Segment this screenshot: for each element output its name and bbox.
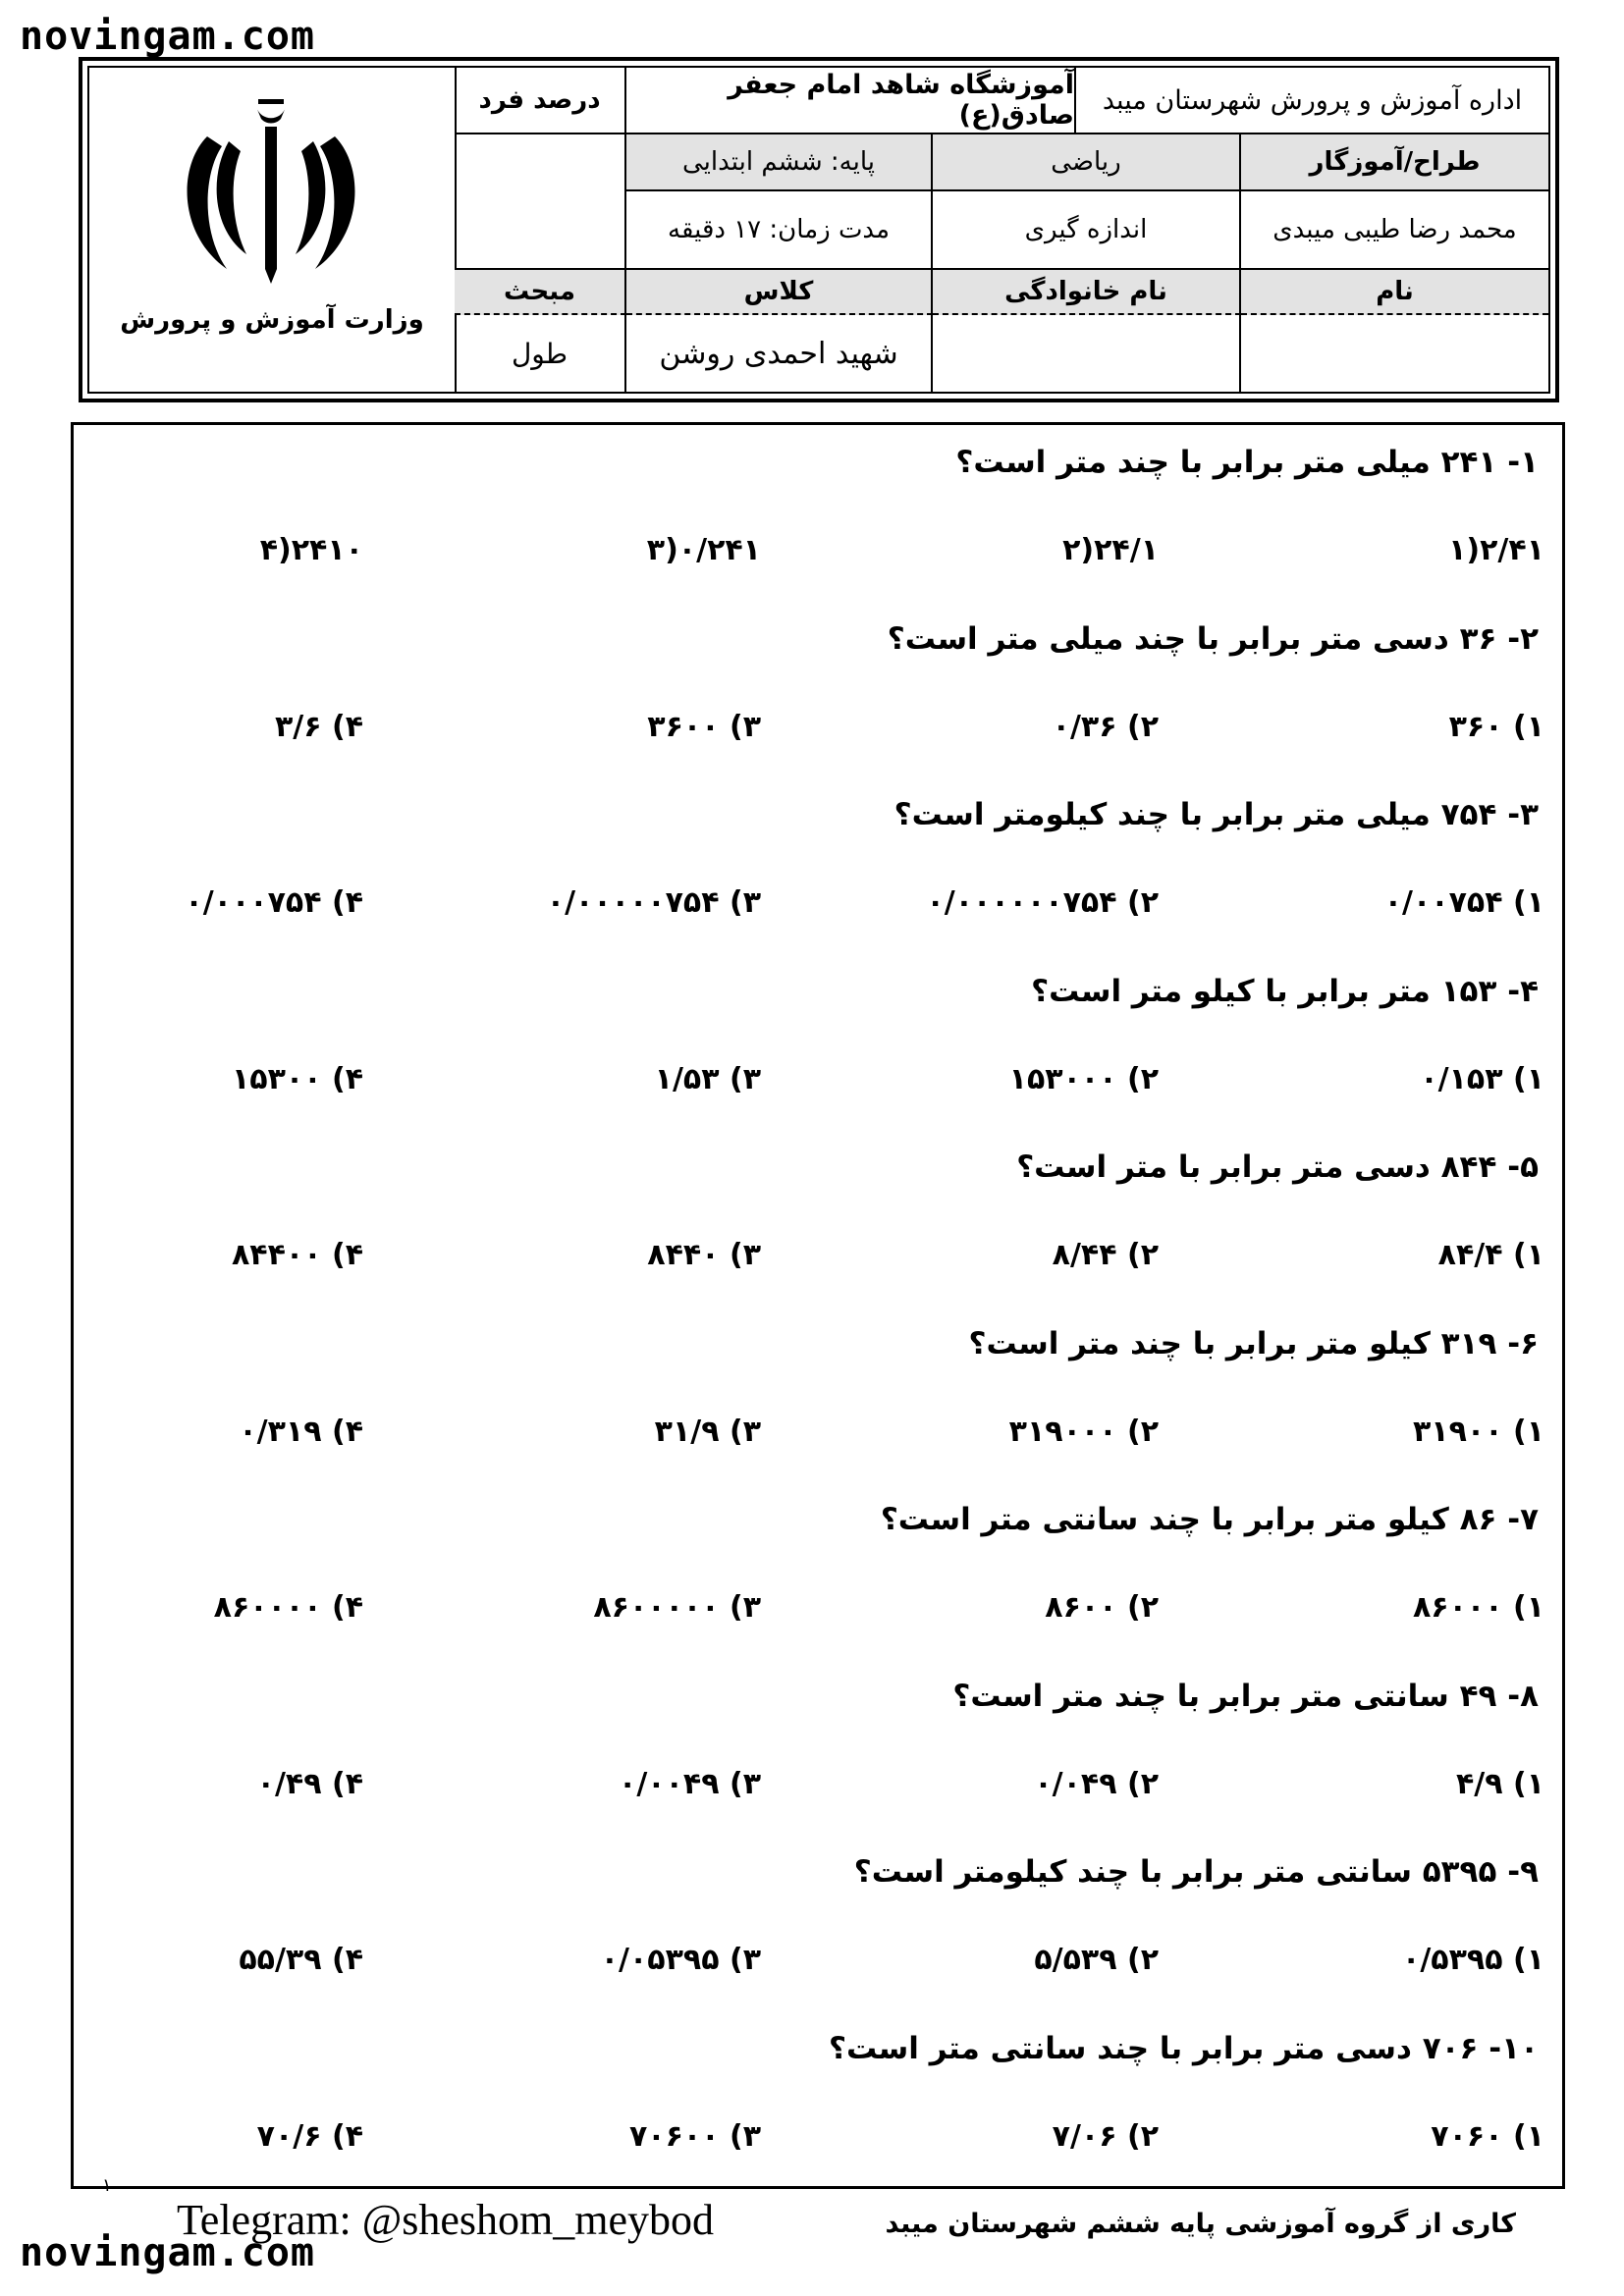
question-4-option-2[interactable]: ۲) ۱۵۳۰۰۰ [1008, 1061, 1159, 1096]
designer-name: محمد رضا طیبی میبدی [1241, 191, 1548, 270]
name-input[interactable] [1241, 315, 1548, 392]
question-6-option-2[interactable]: ۲) ۳۱۹۰۰۰ [1008, 1414, 1159, 1449]
section-value: طول [455, 315, 626, 392]
question-6-option-4[interactable]: ۴) ۰/۳۱۹ [239, 1414, 363, 1449]
question-1-option-1[interactable]: ۲/۴۱(۱ [1448, 533, 1544, 567]
question-4-option-4[interactable]: ۴) ۱۵۳۰۰ [231, 1061, 363, 1096]
telegram-footer: Telegram: @sheshom_meybod [177, 2196, 714, 2244]
question-7-option-3[interactable]: ۳) ۸۶۰۰۰۰۰ [593, 1590, 761, 1625]
question-6-option-3[interactable]: ۳) ۳۱/۹ [654, 1414, 761, 1449]
family-label: نام خانوادگی [933, 270, 1241, 315]
question-5: ۵- ۸۴۴ دسی متر برابر با متر است؟ [1016, 1149, 1539, 1185]
question-4-option-1[interactable]: ۱) ۰/۱۵۳ [1420, 1061, 1544, 1096]
question-8-option-1[interactable]: ۱) ۴/۹ [1455, 1766, 1544, 1801]
question-5-option-3[interactable]: ۳) ۸۴۴۰ [647, 1238, 761, 1272]
page-number: ۱ [102, 2175, 112, 2196]
school-name: آموزشگاه شاهد امام جعفر صادق(ع) [626, 68, 1076, 134]
class-value: شهید احمدی روشن [626, 315, 933, 392]
question-10: ۱۰- ۷۰۶ دسی متر برابر با چند سانتی متر است؟ [829, 2030, 1539, 2066]
exam-header [79, 57, 1559, 402]
question-3-option-4[interactable]: ۴) ۰/۰۰۰۷۵۴ [185, 885, 363, 920]
question-9-option-2[interactable]: ۲) ۵/۵۳۹ [1034, 1943, 1159, 1977]
question-9-option-4[interactable]: ۴) ۵۵/۳۹ [239, 1943, 363, 1977]
question-2-option-1[interactable]: ۱) ۳۶۰ [1448, 709, 1544, 744]
question-8: ۸- ۴۹ سانتی متر برابر با چند متر است؟ [952, 1678, 1539, 1714]
question-6: ۶- ۳۱۹ کیلو متر برابر با چند متر است؟ [968, 1325, 1539, 1362]
question-5-option-4[interactable]: ۴) ۸۴۴۰۰ [231, 1238, 363, 1272]
question-8-option-3[interactable]: ۳) ۰/۰۰۴۹ [619, 1766, 761, 1801]
question-2-option-2[interactable]: ۲) ۰/۳۶ [1052, 709, 1159, 744]
question-9-option-3[interactable]: ۳) ۰/۰۵۳۹۵ [600, 1943, 761, 1977]
grade: پایه: ششم ابتدایی [626, 134, 933, 191]
watermark-top: novingam.com [20, 14, 315, 59]
question-1: ۱- ۲۴۱ میلی متر برابر با چند متر است؟ [955, 445, 1539, 480]
percent-label: درصد فرد [455, 68, 626, 134]
question-10-option-2[interactable]: ۲) ۷/۰۶ [1052, 2118, 1159, 2154]
ministry-label: وزارت آموزش و پرورش [120, 305, 424, 335]
question-7: ۷- ۸۶ کیلو متر برابر با چند سانتی متر است؟ [880, 1502, 1539, 1537]
topic: اندازه گیری [933, 191, 1241, 270]
family-input[interactable] [933, 315, 1241, 392]
question-7-option-1[interactable]: ۱) ۸۶۰۰۰ [1412, 1590, 1544, 1625]
questions-box [71, 422, 1565, 2189]
question-6-option-1[interactable]: ۱) ۳۱۹۰۰ [1412, 1414, 1544, 1449]
watermark-bottom: novingam.com [20, 2230, 315, 2275]
question-5-option-1[interactable]: ۱) ۸۴/۴ [1437, 1238, 1544, 1272]
question-5-option-2[interactable]: ۲) ۸/۴۴ [1052, 1238, 1159, 1272]
question-1-option-2[interactable]: ۲۴/۱(۲ [1062, 533, 1159, 567]
name-label: نام [1241, 270, 1548, 315]
section-label: مبحث [455, 270, 626, 315]
question-9-option-1[interactable]: ۱) ۰/۵۳۹۵ [1402, 1943, 1544, 1977]
question-7-option-4[interactable]: ۴) ۸۶۰۰۰۰ [213, 1590, 363, 1625]
question-3-option-2[interactable]: ۲) ۰/۰۰۰۰۰۰۷۵۴ [926, 885, 1159, 920]
question-10-option-3[interactable]: ۳) ۷۰۶۰۰ [628, 2118, 761, 2154]
question-2-option-3[interactable]: ۳) ۳۶۰۰ [647, 709, 761, 744]
question-2-option-4[interactable]: ۴) ۳/۶ [274, 709, 363, 744]
question-4: ۴- ۱۵۳ متر برابر با کیلو متر است؟ [1031, 973, 1539, 1009]
question-3: ۳- ۷۵۴ میلی متر برابر با چند کیلومتر است؟ [893, 797, 1539, 832]
iran-emblem-icon [168, 97, 374, 294]
question-8-option-4[interactable]: ۴) ۰/۴۹ [256, 1766, 363, 1801]
question-9: ۹- ۵۳۹۵ سانتی متر برابر با چند کیلومتر است؟ [853, 1854, 1539, 1890]
class-label: کلاس [626, 270, 933, 315]
question-10-option-4[interactable]: ۴) ۷۰/۶ [256, 2118, 363, 2154]
duration: مدت زمان: ۱۷ دقیقه [626, 191, 933, 270]
emblem-area [89, 68, 457, 392]
question-1-option-4[interactable]: ۲۴۱۰(۴ [259, 533, 363, 567]
office-name: اداره آموزش و پرورش شهرستان میبد [1076, 68, 1548, 134]
subject: ریاضی [933, 134, 1241, 191]
designer-label: طراح/آموزگار [1241, 134, 1548, 191]
question-4-option-3[interactable]: ۳) ۱/۵۳ [654, 1061, 761, 1096]
question-3-option-3[interactable]: ۳) ۰/۰۰۰۰۰۷۵۴ [546, 885, 761, 920]
question-8-option-2[interactable]: ۲) ۰/۰۴۹ [1034, 1766, 1159, 1801]
question-3-option-1[interactable]: ۱) ۰/۰۰۷۵۴ [1383, 885, 1544, 920]
percent-value [455, 134, 626, 270]
credit-footer: کاری از گروه آموزشی پایه ششم شهرستان میبد [885, 2209, 1516, 2239]
question-1-option-3[interactable]: ۰/۲۴۱(۳ [646, 533, 761, 567]
question-2: ۲- ۳۶ دسی متر برابر با چند میلی متر است؟ [887, 620, 1539, 657]
question-10-option-1[interactable]: ۱) ۷۰۶۰ [1431, 2118, 1544, 2154]
question-7-option-2[interactable]: ۲) ۸۶۰۰ [1045, 1590, 1159, 1625]
